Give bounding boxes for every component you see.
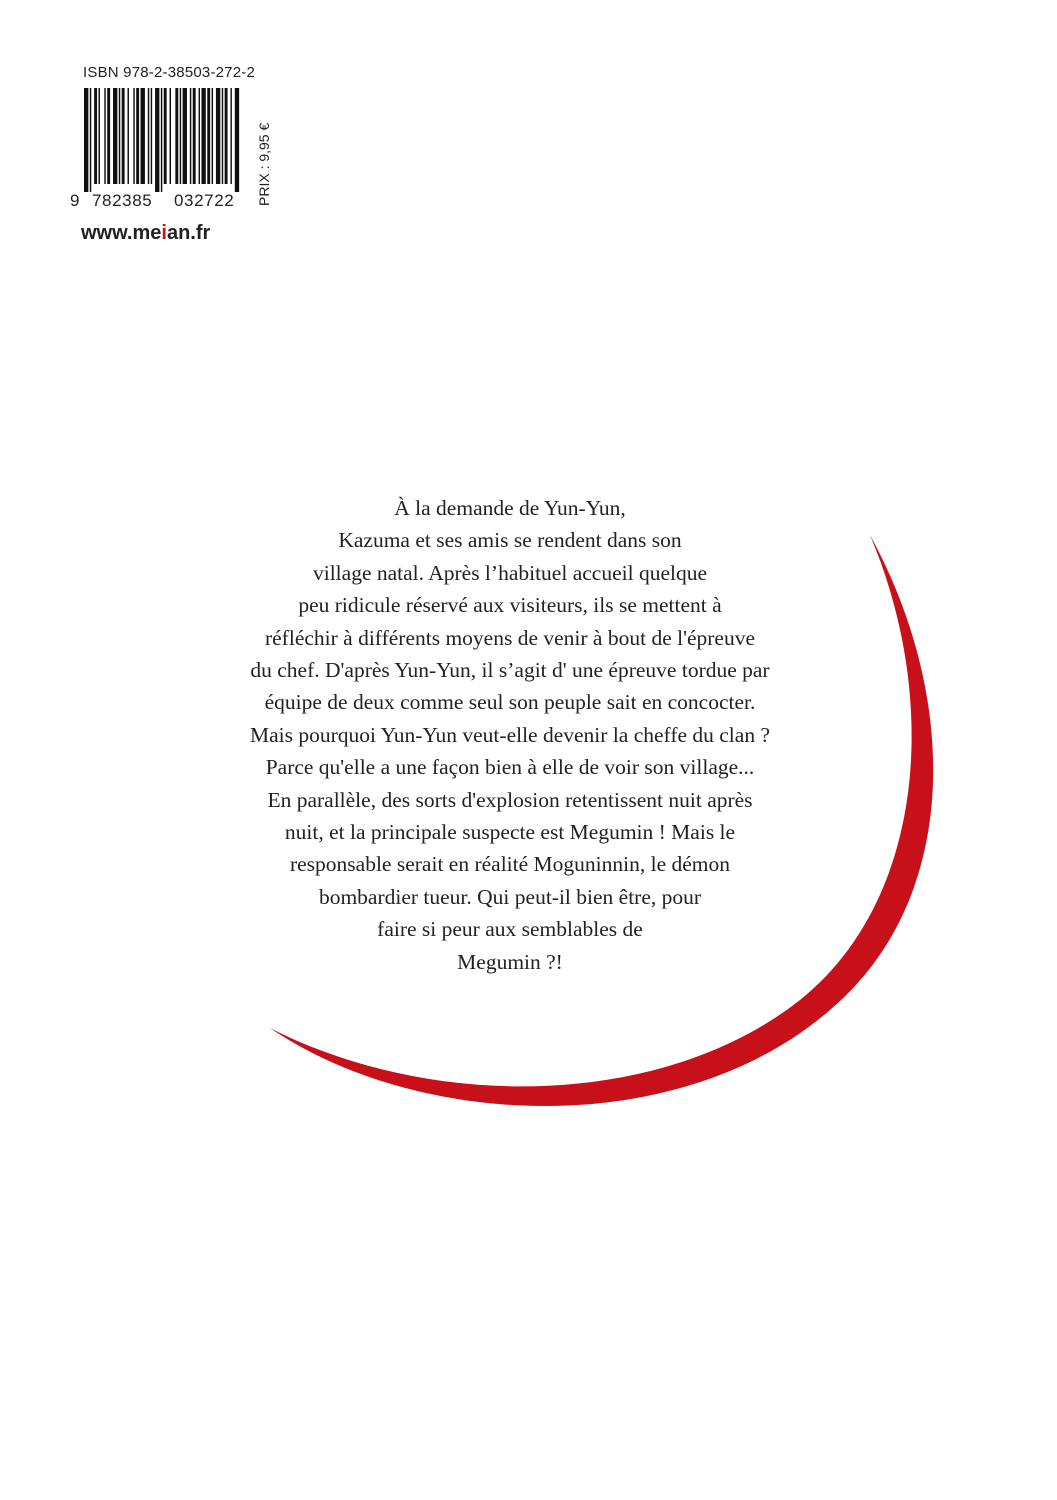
synopsis-line: nuit, et la principale suspecte est Megumin ! Mais le	[284, 820, 736, 845]
synopsis-line: responsable serait en réalité Moguninnin, le démon	[289, 852, 731, 877]
synopsis-line: En parallèle, des sorts d'explosion retentissent nuit après	[267, 787, 753, 812]
synopsis-line: Mais pourquoi Yun-Yun veut-elle devenir la cheffe du clan ?	[249, 722, 770, 747]
synopsis-line: Megumin ?!	[457, 949, 563, 974]
synopsis-line: bombardier tueur. Qui peut-il bien être, pour	[318, 884, 702, 909]
isbn-label: ISBN 978-2-38503-272-2	[83, 64, 256, 81]
price-label: PRIX : 9,95 €	[256, 122, 272, 206]
website-prefix: www.me	[81, 222, 162, 244]
website-accent-letter: i	[161, 222, 167, 244]
website-suffix: an.fr	[166, 222, 211, 244]
synopsis-line: Parce qu'elle a une façon bien à elle de voir son village...	[265, 755, 755, 780]
synopsis-line: équipe de deux comme seul son peuple sait en concocter.	[264, 690, 756, 715]
synopsis-text	[230, 492, 790, 978]
barcode-first-digit: 9	[70, 191, 80, 210]
synopsis-line: village natal. Après l’habituel accueil quelque	[312, 560, 707, 585]
synopsis-line: Kazuma et ses amis se rendent dans son	[338, 528, 682, 553]
synopsis-line: réfléchir à différents moyens de venir à bout de l'épreuve	[264, 625, 755, 650]
synopsis-line: faire si peur aux semblables de	[377, 917, 643, 942]
barcode-right-digits: 032722	[174, 191, 235, 210]
synopsis-line: À la demande de Yun-Yun,	[394, 496, 626, 520]
synopsis-line: du chef. D'après Yun-Yun, il s’agit d' une épreuve tordue par	[250, 658, 770, 683]
barcode-left-digits: 782385	[92, 191, 153, 210]
synopsis-line: peu ridicule réservé aux visiteurs, ils se mettent à	[298, 593, 722, 618]
